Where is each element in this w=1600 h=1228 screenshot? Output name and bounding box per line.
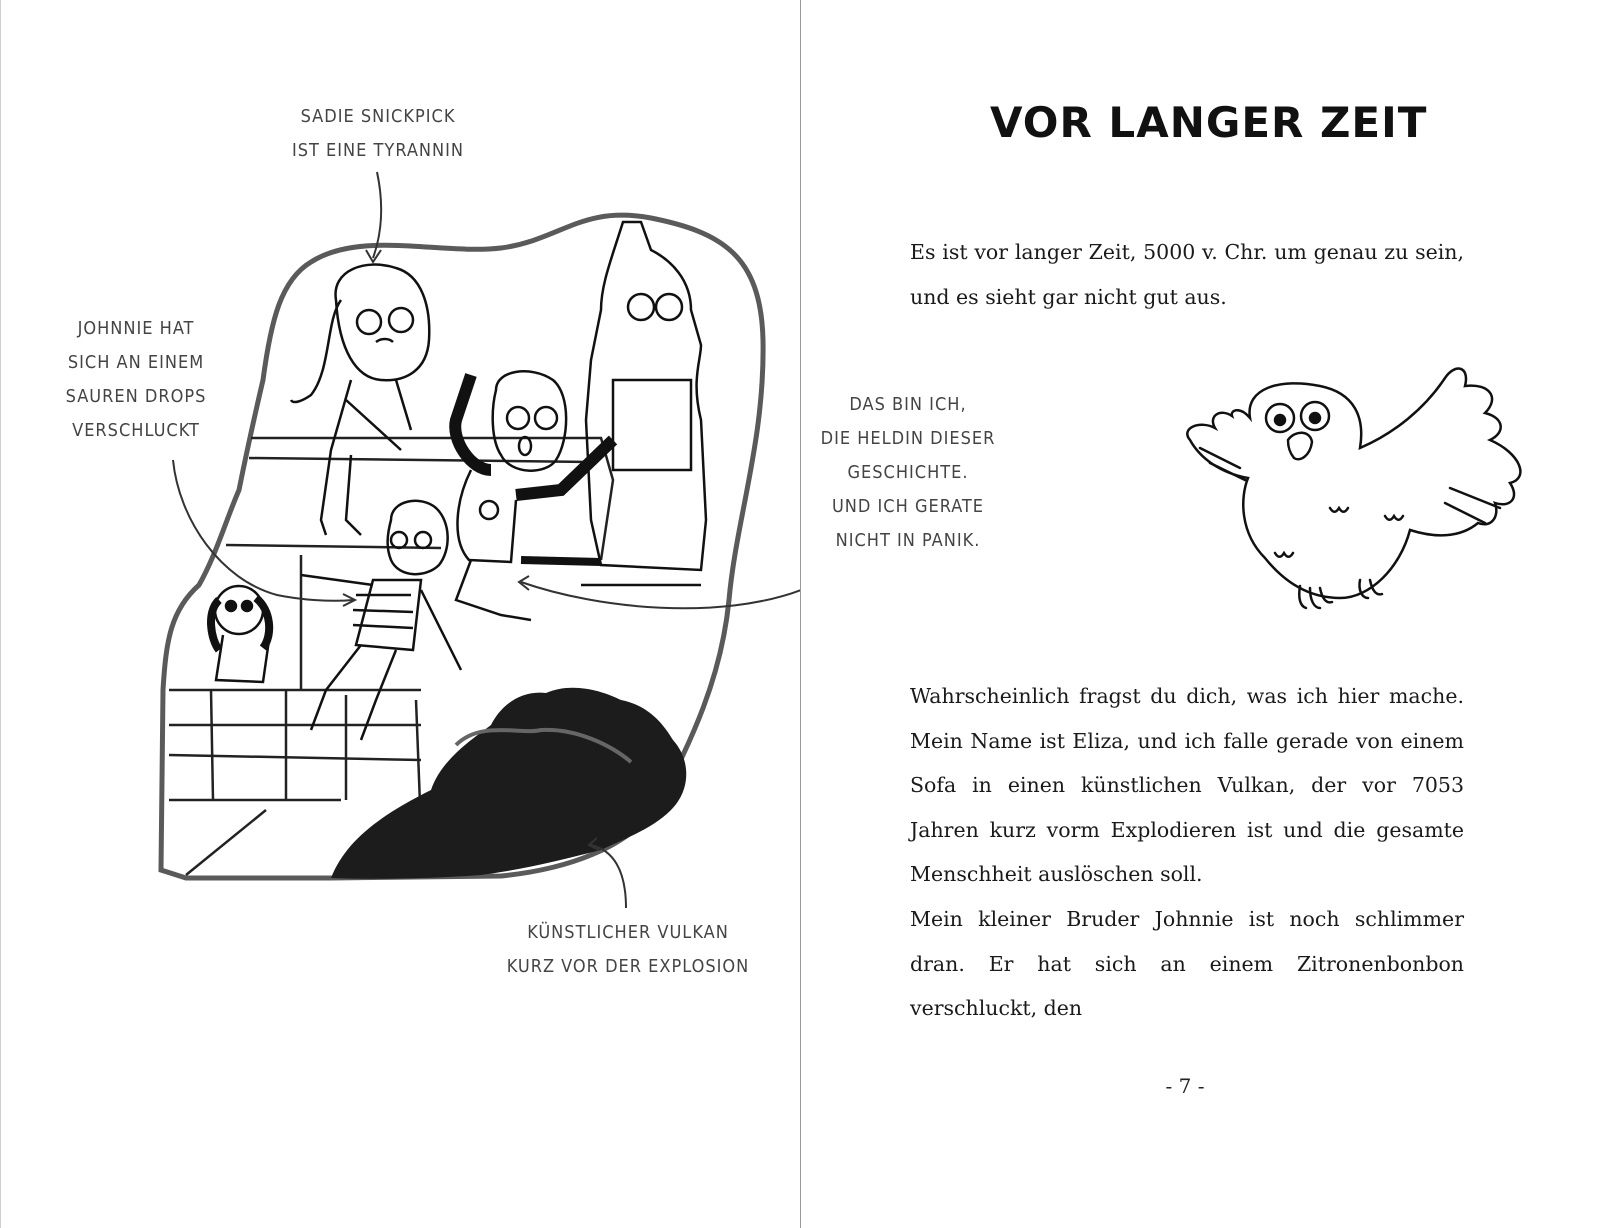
- paragraph-main: [910, 674, 1464, 1031]
- caption-volcano: [493, 916, 763, 984]
- caption-eliza: [808, 388, 1008, 558]
- chapter-title: VOR LANGER ZEIT: [990, 98, 1428, 147]
- paragraph-main-text: Wahrscheinlich fragst du dich, was ich hier mache. Mein Name ist Eliza, und ich falle gerade von einem Sofa in einen künstlichen Vulkan, der vor 7053 Jahren kurz vorm Explodieren ist und die gesamte Menschheit auslöschen soll.: [910, 684, 1464, 887]
- caption-sadie: [263, 100, 493, 168]
- illustration-scene: [1, 0, 801, 1228]
- paragraph-continued-text: Mein kleiner Bruder Johnnie ist noch schlimmer dran. Er hat sich an einem Zitronenbonbon verschluckt, den: [910, 906, 1464, 1021]
- paragraph-intro-text: Es ist vor langer Zeit, 5000 v. Chr. um genau zu sein, und es sieht gar nicht gut aus.: [910, 240, 1464, 309]
- johnnie-figure: [301, 501, 461, 740]
- lava-blob: [331, 688, 686, 879]
- caption-eliza-line-1: DAS BIN ICH,: [849, 394, 967, 415]
- caption-eliza-line-5: NICHT IN PANIK.: [835, 530, 981, 551]
- caption-johnnie-line-4: VERSCHLUCKT: [72, 420, 200, 441]
- statue-figure: [521, 222, 706, 585]
- caption-johnnie-line-2: SICH AN EINEM: [67, 352, 205, 373]
- caption-johnnie-line-1: JOHNNIE HAT: [77, 318, 195, 339]
- caption-eliza-line-3: GESCHICHTE.: [847, 462, 969, 483]
- sadie-figure: [291, 265, 429, 535]
- caption-sadie-line-1: SADIE SNICKPICK: [300, 106, 456, 127]
- dog-figure: [211, 586, 269, 682]
- caption-volcano-line-1: KÜNSTLICHER VULKAN: [527, 922, 729, 943]
- caption-johnnie-line-3: SAUREN DROPS: [65, 386, 207, 407]
- caption-eliza-line-4: UND ICH GERATE: [831, 496, 985, 517]
- page-number: - 7 -: [1165, 1074, 1205, 1098]
- caption-sadie-line-2: IST EINE TYRANNIN: [291, 140, 465, 161]
- paragraph-intro: [910, 230, 1464, 319]
- caption-eliza-line-2: DIE HELDIN DIESER: [820, 428, 996, 449]
- caption-volcano-line-2: KURZ VOR DER EXPLOSION: [506, 956, 750, 977]
- caption-johnnie: [51, 312, 221, 448]
- parrot-illustration: [1160, 358, 1540, 628]
